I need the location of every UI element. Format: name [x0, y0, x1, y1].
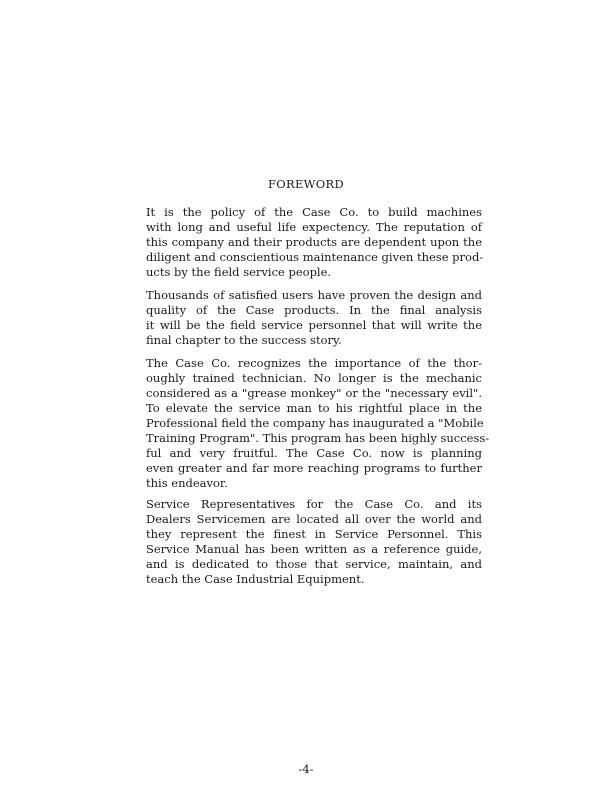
paragraph-line: ucts by the field service people.: [146, 265, 332, 279]
paragraph-line: To elevate the service man to his rightful place in the: [146, 401, 482, 415]
paragraph-line: and is dedicated to those that service, maintain, and: [146, 557, 482, 571]
paragraph-line: diligent and conscientious maintenance given these prod-: [146, 250, 484, 264]
paragraph-line: The Case Co. recognizes the importance of the thor-: [146, 356, 482, 370]
paragraph-3: [146, 356, 490, 491]
paragraph-line: considered as a "grease monkey" or the "necessary evil".: [146, 386, 482, 400]
paragraph-line: this company and their products are dependent upon the: [146, 235, 482, 249]
paragraph-2: [146, 288, 482, 348]
paragraph-line: It is the policy of the Case Co. to build machines: [146, 205, 482, 219]
paragraph-line: Professional field the company has inaugurated a "Mobile: [146, 416, 484, 430]
paragraph-4: [146, 497, 482, 587]
paragraph-line: Service Representatives for the Case Co. and its: [146, 497, 482, 511]
paragraph-line: Thousands of satisfied users have proven the design and: [146, 288, 482, 302]
page-number: -4-: [298, 762, 314, 776]
paragraph-line: even greater and far more reaching programs to further: [146, 461, 482, 475]
paragraph-line: quality of the Case products. In the final analysis: [146, 303, 482, 317]
paragraph-line: final chapter to the success story.: [146, 333, 342, 347]
paragraph-line: ful and very fruitful. The Case Co. now is planning: [146, 446, 482, 460]
paragraph-line: this endeavor.: [146, 476, 228, 490]
paragraph-line: Service Manual has been written as a reference guide,: [146, 542, 482, 556]
paragraph-line: Training Program". This program has been highly success-: [146, 431, 490, 445]
paragraph-line: oughly trained technician. No longer is the mechanic: [146, 371, 482, 385]
page-title: FOREWORD: [268, 177, 344, 191]
paragraph-line: with long and useful life expectency. The reputation of: [146, 220, 482, 234]
paragraph-line: they represent the finest in Service Personnel. This: [146, 527, 482, 541]
paragraph-line: teach the Case Industrial Equipment.: [146, 572, 365, 586]
paragraph-1: [146, 205, 482, 280]
paragraph-line: Dealers Servicemen are located all over the world and: [146, 512, 482, 526]
paragraph-line: it will be the field service personnel that will write the: [146, 318, 482, 332]
